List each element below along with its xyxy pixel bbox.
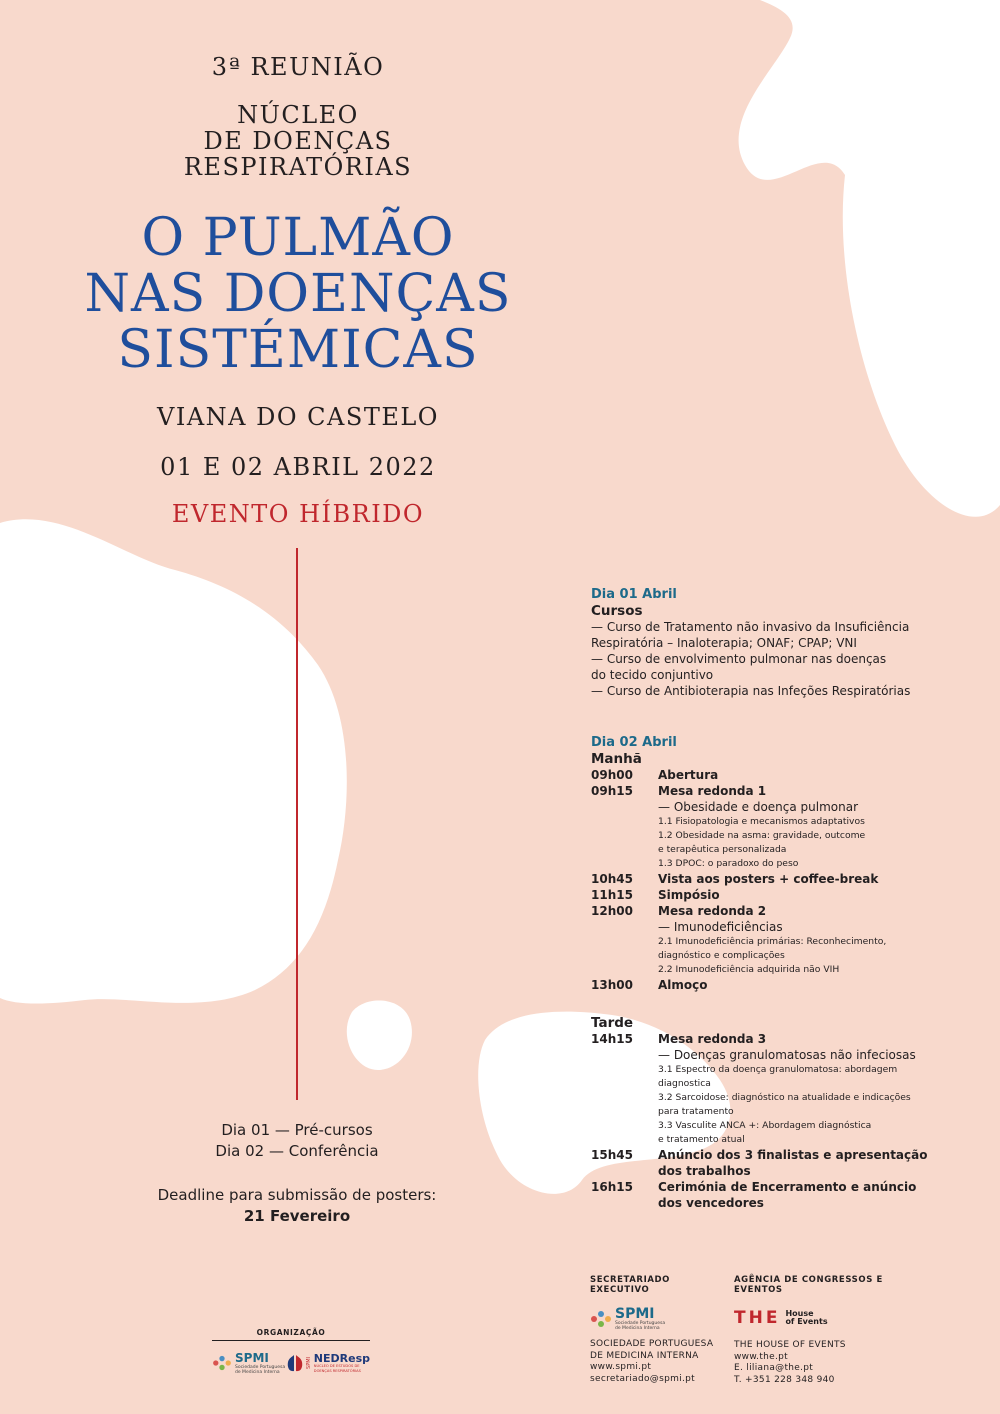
agency-details [734, 1340, 934, 1386]
agency-name: THE HOUSE OF EVENTS [734, 1340, 846, 1350]
org-spmi-sub1: Sociedade Portuguesa [235, 1365, 286, 1370]
session-subtopic: 3.2 Sarcoidose: diagnóstico na atualidade e indicações [658, 1092, 911, 1103]
schedule-time: 09h15 [591, 784, 633, 798]
organization-block [212, 1328, 370, 1375]
the-logo [734, 1308, 934, 1328]
spmi-logo-sub1: Sociedade Portuguesa [615, 1321, 666, 1326]
schedule-row [591, 977, 971, 993]
schedule-row [591, 903, 971, 919]
organization-title: ORGANIZAÇÃO [256, 1328, 326, 1337]
lungs-icon [286, 1353, 304, 1373]
day2-title: Dia 02 Abril [591, 735, 677, 750]
schedule-title: Almoço [658, 978, 708, 992]
deadline-label: Deadline para submissão de posters: [157, 1186, 437, 1204]
schedule-time: 12h00 [591, 904, 633, 918]
agency-title: AGÊNCIA DE CONGRESSOS E EVENTOS [734, 1275, 883, 1295]
session-subtopic: 3.1 Espectro da doença granulomatosa: abordagem [658, 1064, 898, 1075]
schedule-row [591, 871, 971, 887]
schedule-row [591, 887, 971, 903]
schedule-time [591, 1195, 658, 1211]
title-line-2: NAS DOENÇAS [84, 264, 512, 324]
course-line: — Curso de envolvimento pulmonar nas doenças [591, 652, 887, 666]
session-subtopic: para tratamento [658, 1106, 734, 1117]
session-subtopic: 1.3 DPOC: o paradoxo do peso [658, 858, 799, 869]
morning-schedule [591, 767, 971, 993]
session-subtopic: e tratamento atual [658, 1134, 745, 1145]
course-line: Respiratória – Inaloterapia; ONAF; CPAP; VNI [591, 636, 857, 650]
the-logo-word: THE [734, 1308, 781, 1328]
event-header [0, 54, 596, 80]
course-line: do tecido conjuntivo [591, 668, 714, 682]
organizer-line-3: RESPIRATÓRIAS [183, 153, 413, 181]
secretariat-email[interactable]: secretariado@spmi.pt [590, 1373, 695, 1384]
schedule-time: 14h15 [591, 1032, 633, 1046]
schedule-title: dos trabalhos [658, 1164, 751, 1178]
schedule-title: Vista aos posters + coffee-break [658, 872, 879, 886]
schedule-time: 10h45 [591, 872, 633, 886]
session-subtopic: 1.2 Obesidade na asma: gravidade, outcome [658, 830, 866, 841]
spmi-logo-sub2: de Medicina Interna [615, 1326, 660, 1331]
agency-block [734, 1275, 934, 1386]
schedule-time: 16h15 [591, 1180, 633, 1194]
deadline-block [132, 1185, 462, 1227]
org-spmi-word: SPMI [235, 1351, 269, 1365]
morning-heading: Manhã [591, 751, 642, 767]
secretariat-website[interactable]: www.spmi.pt [590, 1362, 652, 1372]
course-line: — Curso de Antibioterapia nas Infeções Respiratórias [591, 684, 911, 698]
schedule-row [591, 1163, 971, 1179]
schedule-row [591, 783, 971, 799]
org-spmi-sub2: de Medicina Interna [235, 1370, 280, 1375]
nedresp-prefix: SPMI [305, 1357, 312, 1369]
secretariat-name-2: DE MEDICINA INTERNA [590, 1350, 699, 1361]
schedule-title: Mesa redonda 1 [658, 784, 767, 798]
org-spmi-logo [212, 1351, 285, 1375]
schedule-time: 11h15 [591, 888, 633, 902]
schedule-title: Mesa redonda 3 [658, 1032, 767, 1046]
title-line-3: SISTÉMICAS [117, 320, 479, 380]
spmi-logo [590, 1307, 730, 1331]
session-subtopic: e terapêutica personalizada [658, 844, 787, 855]
spmi-logo-word: SPMI [615, 1306, 655, 1322]
spmi-dots-icon [590, 1310, 612, 1328]
day2-summary: Dia 02 — Conferência [215, 1142, 379, 1160]
session-topic: — Obesidade e doença pulmonar [658, 800, 859, 814]
nedresp-sub2: DOENÇAS RESPIRATÓRIAS [313, 1368, 361, 1373]
agency-phone[interactable]: T. +351 228 348 940 [734, 1374, 835, 1385]
session-subtopic: 3.3 Vasculite ANCA +: Abordagem diagnóstica [658, 1120, 872, 1131]
the-logo-sub2: of Events [785, 1317, 828, 1326]
schedule-title: Mesa redonda 2 [658, 904, 767, 918]
nedresp-logo [286, 1353, 370, 1374]
secretariat-details [590, 1339, 730, 1385]
secretariat-title: SECRETARIADO EXECUTIVO [590, 1275, 671, 1295]
session-subtopic: 1.1 Fisiopatologia e mecanismos adaptativos [658, 816, 865, 827]
schedule-row [591, 1195, 971, 1211]
deadline-date: 21 Fevereiro [243, 1207, 351, 1225]
day1-title: Dia 01 Abril [591, 587, 677, 602]
schedule-row [591, 1031, 971, 1047]
event-dates: 01 E 02 ABRIL 2022 [160, 453, 436, 481]
schedule-row [591, 1179, 971, 1195]
session-subtopic: diagnostica [658, 1078, 711, 1089]
session-subtopic: 2.1 Imunodeficiência primárias: Reconhecimento, [658, 936, 887, 947]
course-line: — Curso de Tratamento não invasivo da Insuficiência [591, 620, 910, 634]
the-logo-sub1: House [785, 1309, 814, 1318]
courses-heading: Cursos [591, 603, 643, 619]
edition-label: 3ª REUNIÃO [211, 53, 385, 81]
event-title [0, 210, 596, 378]
schedule-time: 13h00 [591, 978, 633, 992]
session-topic: — Doenças granulomatosas não infeciosas [658, 1048, 916, 1062]
organizer-block [0, 102, 596, 180]
schedule-time [591, 1163, 658, 1179]
schedule-title: Abertura [658, 768, 719, 782]
secretariat-name-1: SOCIEDADE PORTUGUESA [590, 1339, 714, 1349]
schedule-title: Anúncio dos 3 finalistas e apresentação [658, 1148, 928, 1162]
schedule-row [591, 1147, 971, 1163]
org-spmi-dots-icon [212, 1355, 232, 1371]
event-city: VIANA DO CASTELO [157, 403, 439, 431]
session-subtopic: 2.2 Imunodeficiência adquirida não VIH [658, 964, 840, 975]
nedresp-word: NEDResp [313, 1351, 370, 1365]
days-summary [140, 1120, 454, 1162]
schedule-title: Cerimónia de Encerramento e anúncio [658, 1180, 917, 1194]
organizer-line-2: DE DOENÇAS [203, 127, 393, 155]
organization-rule [212, 1340, 370, 1341]
organization-logos [212, 1351, 370, 1375]
day1-summary: Dia 01 — Pré-cursos [221, 1121, 373, 1139]
program [591, 587, 971, 1211]
vertical-divider [296, 548, 298, 1100]
schedule-title: dos vencedores [658, 1196, 764, 1210]
event-format: EVENTO HÍBRIDO [171, 500, 425, 528]
agency-website[interactable]: www.the.pt [734, 1351, 788, 1362]
secretariat-block [590, 1275, 730, 1385]
session-subtopic: diagnóstico e complicações [658, 950, 785, 961]
afternoon-schedule [591, 1031, 971, 1211]
nedresp-sub1: NÚCLEO DE ESTUDOS DE [313, 1363, 360, 1368]
schedule-row [591, 767, 971, 783]
organizer-line-1: NÚCLEO [237, 101, 359, 129]
courses-list [591, 619, 971, 699]
schedule-title: Simpósio [658, 888, 720, 902]
session-topic: — Imunodeficiências [658, 920, 783, 934]
title-line-1: O PULMÃO [141, 208, 455, 268]
afternoon-heading: Tarde [591, 1015, 634, 1031]
agency-email[interactable]: E. liliana@the.pt [734, 1363, 814, 1373]
schedule-time: 15h45 [591, 1148, 633, 1162]
schedule-time: 09h00 [591, 768, 633, 782]
